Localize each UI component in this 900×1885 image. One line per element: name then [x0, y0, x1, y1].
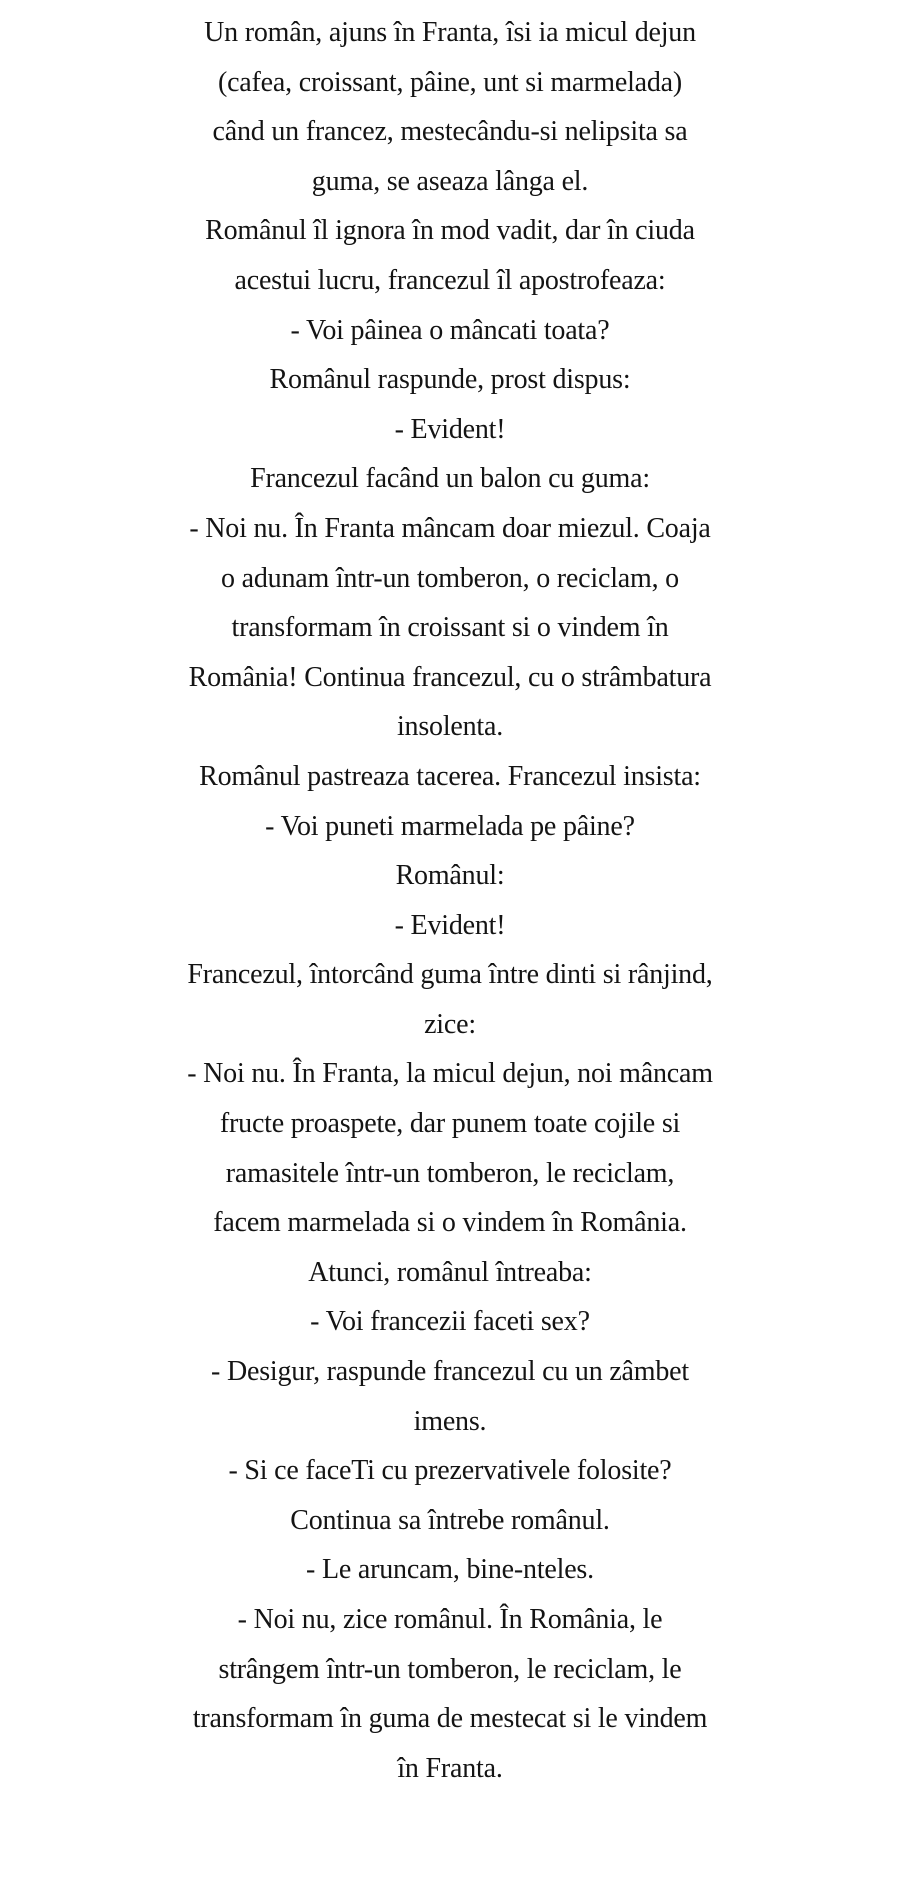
text-line: imens.	[413, 1405, 487, 1437]
text-line: Românul raspunde, prost dispus:	[269, 364, 631, 396]
text-line: Francezul facând un balon cu guma:	[250, 463, 650, 495]
text-line: când un francez, mestecându-si nelipsita sa	[212, 116, 688, 148]
text-line: Francezul, întorcând guma între dinti si rânjind,	[187, 959, 713, 991]
text-line: zice:	[424, 1008, 476, 1040]
text-line: transformam în croissant si o vindem în	[231, 612, 669, 644]
text-line: - Noi nu, zice românul. În România, le	[237, 1604, 663, 1635]
text-line: facem marmelada si o vindem în România.	[213, 1207, 687, 1239]
text-line: - Evident!	[394, 909, 506, 941]
joke-text	[0, 8, 900, 1793]
text-line: - Le aruncam, bine-nteles.	[306, 1554, 594, 1586]
text-line: (cafea, croissant, pâine, unt si marmelada)	[217, 66, 683, 98]
text-line: acestui lucru, francezul îl apostrofeaza:	[234, 264, 666, 296]
text-line: strângem într-un tomberon, le reciclam, le	[218, 1653, 682, 1685]
text-line: - Evident!	[394, 413, 506, 445]
text-line: transformam în guma de mestecat si le vindem	[192, 1703, 708, 1735]
text-line: Românul:	[395, 860, 505, 892]
text-line: Continua sa întrebe românul.	[290, 1504, 610, 1536]
text-line: ramasitele într-un tomberon, le reciclam,	[225, 1157, 675, 1189]
text-line: - Voi puneti marmelada pe pâine?	[265, 810, 635, 842]
text-line: - Noi nu. În Franta, la micul dejun, noi mâncam	[187, 1058, 713, 1090]
text-line: în Franta.	[397, 1752, 503, 1784]
text-line: - Si ce faceTi cu prezervativele folosite?	[228, 1455, 672, 1487]
text-line: - Noi nu. În Franta mâncam doar miezul. Coaja	[189, 512, 711, 544]
text-line: - Voi pâinea o mâncati toata?	[290, 314, 610, 346]
text-line: Românul îl ignora în mod vadit, dar în ciuda	[205, 215, 695, 247]
text-line: Atunci, românul întreaba:	[308, 1256, 592, 1288]
text-line: - Desigur, raspunde francezul cu un zâmbet	[211, 1356, 689, 1388]
text-line: fructe proaspete, dar punem toate cojile si	[219, 1108, 681, 1140]
text-line: România! Continua francezul, cu o strâmbatura	[188, 661, 712, 693]
text-line: Un român, ajuns în Franta, îsi ia micul dejun	[204, 17, 696, 48]
text-line: - Voi francezii faceti sex?	[310, 1306, 590, 1338]
text-line: Românul pastreaza tacerea. Francezul insista:	[199, 760, 701, 792]
text-line: guma, se aseaza lânga el.	[311, 165, 589, 197]
text-line: insolenta.	[396, 711, 504, 743]
text-line: o adunam într-un tomberon, o reciclam, o	[221, 562, 679, 594]
